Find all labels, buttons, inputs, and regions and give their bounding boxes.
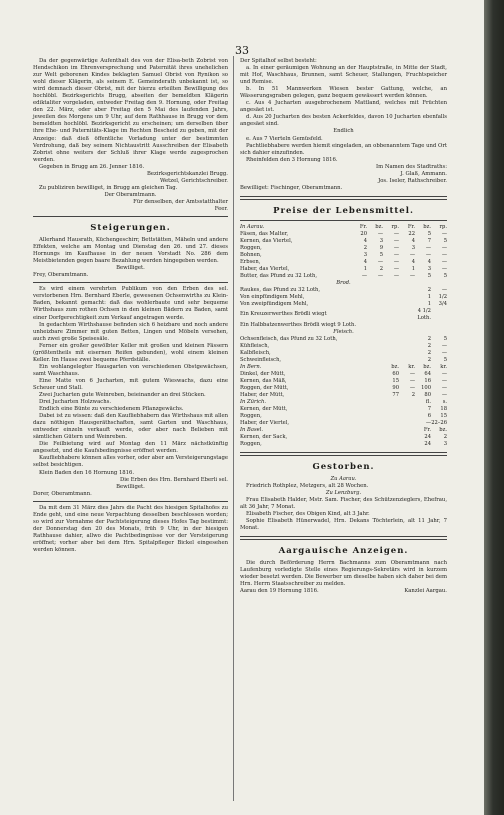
price-row bbox=[240, 336, 447, 343]
death-entry: Frau Elisabeth Halder, Mstr. Sam. Fischer, des Schützenzieglers, Ehefrau, alt 36 Jahr, 7 Monat. bbox=[240, 496, 447, 510]
table-cell-value: 4 bbox=[411, 237, 415, 244]
auction-text: Allerhand Hausrath, Küchengeschirr, Bettstätten, Mäheln und andere Effekten, welche am Montag und Dienstag den 26. und 27. dieses Hornungs im Kaufhause in der neuen Vorstadt No. 286 dem Meistbietenden gegen baare Bezahlung werden hingegeben werden. bbox=[33, 237, 228, 265]
divider bbox=[33, 282, 228, 283]
signature-line: Dorer, Oberamtmann. bbox=[33, 490, 92, 497]
price-row bbox=[240, 385, 447, 392]
price-row bbox=[240, 371, 447, 378]
table-cell-value: — bbox=[441, 342, 447, 349]
table-cell-value: 24 bbox=[424, 440, 431, 447]
table-cell-value: — bbox=[409, 251, 415, 258]
table-cell-label: Roggen, der Mütt, bbox=[240, 384, 289, 391]
table-cell-value: 5 bbox=[427, 230, 431, 237]
signature-line: Frey, Oberamtmann. bbox=[33, 272, 89, 279]
table-cell-value: 2 bbox=[427, 356, 431, 363]
price-row bbox=[240, 273, 447, 280]
table-cell-value: 2 bbox=[443, 433, 447, 440]
table-cell-value: — bbox=[441, 258, 447, 265]
price-row bbox=[240, 413, 447, 420]
notice-date: Aarau den 19 Hornung 1816. bbox=[240, 588, 319, 595]
table-cell-value: 64 bbox=[424, 370, 431, 377]
divider bbox=[240, 220, 447, 221]
table-cell-value: 3 bbox=[427, 265, 431, 272]
price-row bbox=[240, 231, 447, 238]
city-label: In Bern. bbox=[240, 363, 262, 370]
table-cell-value: 100 bbox=[421, 384, 431, 391]
table-cell-value: — bbox=[393, 237, 399, 244]
column-divider bbox=[233, 56, 234, 801]
table-cell-value: 5 bbox=[443, 335, 447, 342]
table-cell-value: 18 bbox=[440, 405, 447, 412]
city-label: In Zürich. bbox=[240, 398, 267, 405]
column-header: s. bbox=[442, 398, 447, 405]
table-cell-label: Kernen, der Sack, bbox=[240, 433, 288, 440]
table-cell-label: Kühfleisch, bbox=[240, 342, 270, 349]
table-cell-value: 15 bbox=[392, 377, 399, 384]
farm-item: d. Aus 20 Jucharten des besten Ackerfeldes, davon 10 Jucharten ebenfalls angesäet sind. bbox=[240, 114, 447, 128]
table-cell-value: 6 bbox=[427, 412, 431, 419]
price-table-aarau bbox=[240, 224, 447, 280]
auction-text: Ein wohlangelegter Hausgarten von verschiedenen Obstgewächsen, samt Waschhaus. bbox=[33, 363, 228, 377]
auction-text: Zwei Jucharten gute Weinreben, beieinander an drei Stücken. bbox=[39, 392, 206, 399]
column-header: bz. bbox=[423, 223, 431, 230]
auction-text: Dabei ist zu wissen: daß den Kaufliebhabern das Wirthshaus mit allen dazu nöthigen Hausgeräthschaften, samt Garten und Waschhaus, entweder einzeln verkauft werde, oder aber nach Belieben mit sämtlichen Gütern und Weinreben. bbox=[33, 413, 228, 441]
table-cell-value bbox=[431, 308, 447, 322]
table-cell-value: 4 bbox=[363, 258, 367, 265]
column-header: kr. bbox=[440, 363, 447, 370]
price-row bbox=[240, 392, 447, 399]
price-row bbox=[240, 350, 447, 357]
farm-item: e. Aus 7 Vierteln Gemüsfeld. bbox=[246, 135, 323, 142]
table-cell-value: — bbox=[441, 377, 447, 384]
farm-item: b. In 51 Mannwerken Wiesen bester Gattung, welche, an Wässerungsgraben gelegen, ganz bequem gewässert werden können. bbox=[240, 86, 447, 100]
signature-clerk: Wetzel, Gerichtschreiber. bbox=[160, 177, 228, 184]
table-cell-value: 1 bbox=[411, 265, 415, 272]
price-row bbox=[240, 378, 447, 385]
table-cell-label: Butter, das Pfund zu 32 Loth, bbox=[240, 272, 318, 279]
signature-heirs: Die Erben des Hrn. Bernhard Eberli sel. bbox=[119, 476, 228, 483]
auction-text: Eine Matte von 6 Jucharten, mit gutem Wieswachs, dazu eine Scheuer und Stall. bbox=[33, 377, 228, 391]
table-cell-label: Kalbfleisch, bbox=[240, 349, 271, 356]
section-heading-deaths: Gestorben. bbox=[312, 461, 375, 472]
table-cell-label: Roggen, bbox=[240, 412, 262, 419]
table-cell-value: 5 bbox=[443, 272, 447, 279]
farm-item: Pachtliebhabere werden hiemit eingeladen, an obbenanntem Tage und Ort sich dahier einzufinden. bbox=[240, 142, 447, 156]
notice-text: Die durch Beförderung Herrn Bachmanns zum Oberamtmann nach Laufenburg vorledigte Stelle eines Regierungs-Sekretärs wird in kurzem wieder besetzt werden. Die Bewerber um dieselbe haben sich daher bei dem Hrn. Herrn Staatsschreiber zu melden. bbox=[240, 560, 447, 588]
table-cell-value: — bbox=[377, 272, 383, 279]
table-cell-value: 1 bbox=[363, 265, 367, 272]
table-cell-value: 5 bbox=[379, 251, 383, 258]
table-cell-value: 4 bbox=[411, 258, 415, 265]
table-cell-value: 1 bbox=[427, 300, 431, 307]
price-row bbox=[240, 406, 447, 413]
price-table-brod bbox=[240, 287, 447, 329]
approval-label: Bewilliget. bbox=[116, 265, 145, 272]
table-cell-value: 5 bbox=[427, 272, 431, 279]
farm-date: Rheinfelden den 3 Hornung 1816. bbox=[246, 156, 338, 163]
auction-text: Die Feilbietung wird auf Montag den 11 März nächstkünftig angesetzt, und die Kaufsbedingnisse eröffnet werden. bbox=[33, 441, 228, 455]
death-entry: Elisabeth Fischer, des Obigen Kind, alt 3 Jahr. bbox=[246, 511, 370, 518]
column-header: bz. bbox=[439, 426, 447, 433]
table-cell-value: 2 bbox=[427, 342, 431, 349]
section-label-fleisch: Fleisch. bbox=[333, 328, 354, 335]
table-cell-value: 3 bbox=[379, 237, 383, 244]
farm-item: c. Aus 4 Jucharten ausgebrochenem Mattland, welches mit Früchten angesäet ist. bbox=[240, 100, 447, 114]
table-cell-value bbox=[415, 322, 431, 329]
signature-office: Bezirksgerichtskanzlei Brugg. bbox=[146, 170, 228, 177]
signature-title: Der Oberamtmann. bbox=[104, 191, 157, 198]
table-cell-value: 3/4 bbox=[438, 300, 447, 307]
price-row bbox=[240, 238, 447, 245]
table-cell-value: 20 bbox=[360, 230, 367, 237]
table-cell-label: Haber, der Mütt, bbox=[240, 391, 285, 398]
column-header: fl. bbox=[425, 398, 431, 405]
table-cell-value: 15 bbox=[440, 412, 447, 419]
table-cell-value: — bbox=[441, 251, 447, 258]
price-row bbox=[240, 434, 447, 441]
death-entry: Friedrich Rothplez, Metzgers, alt 28 Wochen. bbox=[246, 482, 369, 489]
section-label-brod: Brod. bbox=[336, 279, 351, 286]
column-header: bz. bbox=[391, 363, 399, 370]
table-cell-value: 24 bbox=[424, 433, 431, 440]
table-cell-value: — bbox=[393, 244, 399, 251]
price-row bbox=[240, 343, 447, 350]
price-table-fleisch bbox=[240, 336, 447, 364]
price-row bbox=[240, 245, 447, 252]
price-row bbox=[240, 441, 447, 448]
table-cell-label: Roggen, bbox=[240, 440, 262, 447]
table-cell-value: 22–26 bbox=[431, 419, 447, 426]
table-cell-label: Kernen, das Mäß, bbox=[240, 377, 287, 384]
table-cell-value: 1/2 bbox=[438, 293, 447, 300]
table-cell-value: 3 bbox=[443, 440, 447, 447]
table-cell-value: 4 bbox=[427, 258, 431, 265]
table-cell-label: Haber, das Viertel, bbox=[240, 265, 290, 272]
price-row bbox=[240, 301, 447, 308]
table-header-row bbox=[240, 224, 447, 231]
section-heading-auctions: Steigerungen. bbox=[90, 223, 171, 234]
table-cell-value: 16 bbox=[424, 377, 431, 384]
table-cell-value: — bbox=[425, 419, 431, 426]
table-cell-value: 4 1/2 Loth. bbox=[417, 307, 431, 321]
death-entry: Sophie Elisabeth Hünerwadel, Hrn. Dekans Töchterlein, alt 11 Jahr, 7 Monat. bbox=[240, 518, 447, 532]
column-header: rp. bbox=[391, 223, 399, 230]
table-cell-label: Kernen, der Mütt, bbox=[240, 405, 288, 412]
table-cell-value: — bbox=[441, 384, 447, 391]
table-cell-label: Von zweipfündigem Mehl, bbox=[240, 300, 309, 307]
city-label: In Basel. bbox=[240, 426, 263, 433]
notice-footer bbox=[240, 588, 447, 595]
farm-item: a. In einer geräumigen Wohnung an der Hauptstraße, in Mitte der Stadt, mit Hof, Waschhaus, Brunnen, samt Scheuer, Stallungen, Fruchtspeicher und Remise. bbox=[240, 65, 447, 86]
auction-text: In gedachtem Wirthshause befinden sich 6 heizbare und noch andere unheizbare Zimmer mit guten Betten, Lingen und Möbeln versehen, auch zwei große Speisesäle. bbox=[33, 321, 228, 342]
signature-deputy: Für denselben, der Amtsstatthalter bbox=[133, 198, 228, 205]
divider bbox=[33, 216, 228, 217]
city-label: In Aarau. bbox=[240, 223, 265, 230]
signature-mayor: J. Glaß, Ammann. bbox=[400, 170, 447, 177]
table-header-row bbox=[240, 364, 447, 371]
table-cell-value: 2 bbox=[411, 391, 415, 398]
city-label: Zu Aarau. bbox=[330, 475, 357, 482]
price-row bbox=[240, 287, 447, 294]
signature-council: Im Namen des Stadtraths: bbox=[376, 163, 447, 170]
price-row bbox=[240, 266, 447, 273]
table-cell-value: — bbox=[393, 265, 399, 272]
column-header: kr. bbox=[408, 363, 415, 370]
table-cell-value: — bbox=[361, 272, 367, 279]
table-cell-label: Ein Kreuzerwerthes Brödli wiegt bbox=[240, 311, 327, 318]
price-row bbox=[240, 420, 447, 427]
auction-text: Da mit dem 31 März dies Jahrs die Pacht des hiesigen Spitalhofes zu Ende geht, und eine neue Verpachtung desselben beschlossen worden; so wird zur Vornahme der Pachtsteigerung dieses Hofes Tag bestimmt: der Donnerstag den 20 des Monats, früh 9 Uhr, in der hiesigen Rathhause dahier, allwo die Pachtbedingnisse vor der Versteigerung eröffnet; vorher aber bei dem Hrn. Spitalpfleger Bickel eingesehen werden können. bbox=[33, 504, 228, 553]
auction-text: Kaufliebhabere können alles vorher, oder aber am Versteigerungstage selbst besichtigen. bbox=[33, 455, 229, 469]
table-cell-value: 2 bbox=[427, 349, 431, 356]
approval-label: Bewilliget. bbox=[116, 483, 145, 490]
column-header: bz. bbox=[423, 363, 431, 370]
price-row bbox=[240, 308, 447, 322]
table-cell-value: — bbox=[377, 230, 383, 237]
signature-name: Feer. bbox=[214, 205, 228, 212]
auction-text: Drei Jucharten Holzwachs. bbox=[39, 399, 112, 406]
divider bbox=[240, 196, 447, 200]
table-cell-value: 7 bbox=[427, 405, 431, 412]
table-cell-value: 5 bbox=[443, 356, 447, 363]
farm-item: Endlich bbox=[333, 128, 354, 135]
table-cell-value: — bbox=[441, 349, 447, 356]
auction-date: Klein Baden den 16 Hornung 1816. bbox=[39, 469, 135, 476]
right-column bbox=[240, 58, 447, 595]
table-cell-label: Ochsenfleisch, das Pfund zu 32 Loth, bbox=[240, 335, 338, 342]
column-header: Fr. bbox=[423, 426, 431, 433]
summons-date: Gegeben in Brugg am 26. Jenner 1816. bbox=[39, 163, 145, 170]
farm-title: Der Spitalhof selbst besteht: bbox=[240, 58, 317, 64]
table-cell-value: 7 bbox=[427, 237, 431, 244]
table-cell-value: — bbox=[441, 370, 447, 377]
table-cell-value: — bbox=[441, 391, 447, 398]
price-row bbox=[240, 357, 447, 364]
table-cell-value: — bbox=[409, 377, 415, 384]
table-cell-label: Fäsen, das Malter, bbox=[240, 230, 289, 237]
section-heading-prices: Preise der Lebensmittel. bbox=[273, 205, 414, 216]
table-cell-value: — bbox=[441, 286, 447, 293]
auction-text: Ferner ein großer gewölbter Keller mit großen und kleinen Fässern (größtentheils mit eisernen Reifen gebunden), wohl einem kleinen Keller. Im Hause zwei bequeme Pferdställe. bbox=[33, 342, 228, 363]
table-header-row bbox=[240, 427, 447, 434]
price-table-bern bbox=[240, 364, 447, 399]
signature-secretary: Jos. Iseler, Rathschreiber. bbox=[378, 177, 447, 184]
table-cell-value: — bbox=[377, 258, 383, 265]
table-cell-label: Haber, der Viertel, bbox=[240, 419, 290, 426]
table-cell-value: 4 bbox=[363, 237, 367, 244]
table-cell-value: 2 bbox=[427, 286, 431, 293]
table-cell-label: Ein Halbbatzenwerthes Brödli wiegt 9 Loth. bbox=[240, 321, 356, 328]
table-cell-value: 2 bbox=[427, 335, 431, 342]
city-label: Zu Lenzburg. bbox=[325, 489, 362, 496]
publish-approval: Zu publiziren bewilliget, in Brugg am gleichen Tag. bbox=[39, 184, 178, 191]
table-cell-value: 9 bbox=[379, 244, 383, 251]
table-cell-value: 90 bbox=[392, 384, 399, 391]
column-header: Fr. bbox=[407, 223, 415, 230]
table-cell-label: Erbsen, bbox=[240, 258, 261, 265]
table-cell-value: — bbox=[425, 244, 431, 251]
page-number: 33 bbox=[235, 44, 249, 57]
column-header: Fr. bbox=[359, 223, 367, 230]
table-cell-value: 77 bbox=[392, 391, 399, 398]
table-cell-label: Von einpfündigem Mehl, bbox=[240, 293, 305, 300]
auction-text: Endlich eine Bünte zu verschiedenem Pflanzgewächs. bbox=[39, 406, 184, 413]
summons-text: Da der gegenwärtige Aufenthalt des von der Elisa-beth Zobrist von Hendschikon im Ehrenversprechung und Paternität ihres unehelichen zur Welt geborenen Kindes beklagten Samuel Obrist von Rynikon so wohl dieser Klägerin, als seinem E. Gemeinderath unbekannt ist, so wird demnach dieser Obrist, mit der hierzu erteilten Bewilligung des hochlöbl. Bezirksgerichts Brugg, abseiten der bemeldten Klägerin ediktaliter vorgeladen, entweder Freitag den 9. Hornung, oder Freitag den 22. März, oder aber Freitag den 5 Mai des laufenden Jahrs, jeweilen des Morgens um 9 Uhr, auf dem Rathhause in Brugg vor dem bemeldten hochlöbl. Bezirksgericht zu erscheinen; um derselben über ihre Ehe- und Paternitäts-Klage im Rechten Bescheid zu geben, mit der Anzeige: daß dieß öffentliche Vorladung unter der bestimmten Verdrohung, daß bey seinem Nichtaustritt Ausschreiben der Elisabeth Zobrist ohne weiters der Schluß ihrer Klage werde zugesprochen werden. bbox=[33, 58, 228, 163]
table-cell-value: — bbox=[441, 244, 447, 251]
table-cell-label: Dinkel, der Mütt, bbox=[240, 370, 286, 377]
table-cell-value: — bbox=[441, 265, 447, 272]
divider bbox=[33, 501, 228, 502]
table-cell-label: Schweinfleisch, bbox=[240, 356, 282, 363]
column-header: bz. bbox=[375, 223, 383, 230]
table-cell-value: 60 bbox=[392, 370, 399, 377]
price-table-zurich bbox=[240, 399, 447, 427]
table-header-row bbox=[240, 399, 447, 406]
table-cell-value: — bbox=[393, 272, 399, 279]
book-edge bbox=[484, 0, 504, 815]
table-cell-value: 5 bbox=[443, 237, 447, 244]
table-cell-value: 3 bbox=[411, 244, 415, 251]
table-cell-value: 1 bbox=[427, 293, 431, 300]
table-cell-value: — bbox=[409, 370, 415, 377]
column-header: rp. bbox=[439, 223, 447, 230]
table-cell-value: — bbox=[393, 251, 399, 258]
table-cell-value: 22 bbox=[408, 230, 415, 237]
table-cell-label: Kernen, das Viertel, bbox=[240, 237, 293, 244]
table-cell-value: — bbox=[409, 384, 415, 391]
divider bbox=[240, 536, 447, 540]
table-cell-value: — bbox=[441, 230, 447, 237]
table-cell-value: 2 bbox=[379, 265, 383, 272]
table-cell-value bbox=[431, 322, 447, 329]
table-cell-label: Roggen, bbox=[240, 244, 262, 251]
table-cell-value: — bbox=[393, 230, 399, 237]
auction-text: Es wird einem verehrten Publikum von den Erben des sel. verstorbenen Hrn. Bernhard Eberle, gewesenen Ochsenwirths zu Klein-Baden, bekannt gemacht: daß das wohlerbaute und sehr bequeme Wirthshaus zum rothen Ochsen in den kleinen Bädern zu Baden, samt einer Dorfgerechtigkeit zum Verkauf angetragen werde. bbox=[33, 286, 228, 321]
section-heading-notices: Aargauische Anzeigen. bbox=[278, 546, 409, 557]
notice-signature: Kanzlei Aargau. bbox=[404, 588, 447, 595]
price-row bbox=[240, 322, 447, 329]
signature-approval: Bewilliget: Fischinger, Oberamtmann. bbox=[240, 184, 343, 191]
table-cell-value: 2 bbox=[363, 244, 367, 251]
table-cell-value: 3 bbox=[363, 251, 367, 258]
table-cell-value: — bbox=[409, 272, 415, 279]
table-cell-label: Bohnen, bbox=[240, 251, 262, 258]
table-cell-label: Raukes, das Pfund zu 32 Loth, bbox=[240, 286, 321, 293]
left-column bbox=[33, 58, 228, 554]
table-cell-value: 80 bbox=[424, 391, 431, 398]
divider bbox=[240, 452, 447, 456]
price-row bbox=[240, 252, 447, 259]
table-cell-value: — bbox=[393, 258, 399, 265]
price-table-basel bbox=[240, 427, 447, 448]
price-row bbox=[240, 259, 447, 266]
table-cell-value: — bbox=[425, 251, 431, 258]
price-row bbox=[240, 294, 447, 301]
